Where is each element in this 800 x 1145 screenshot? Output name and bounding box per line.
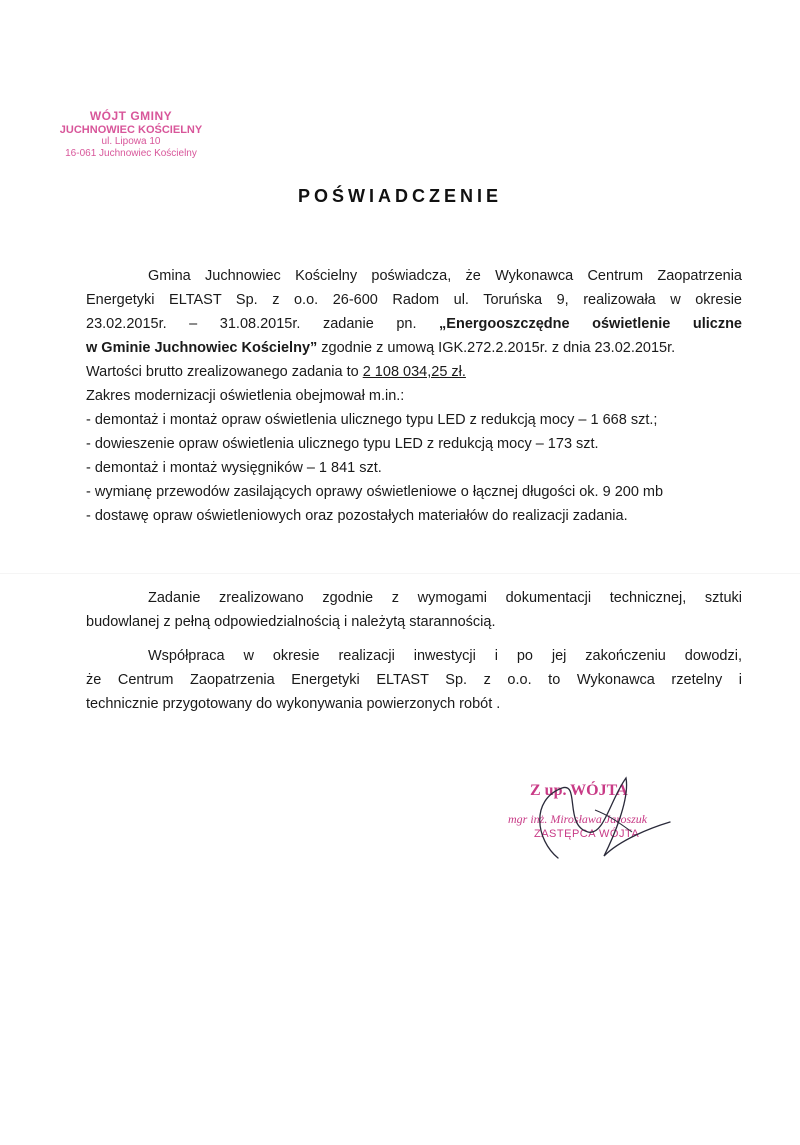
document-title: POŚWIADCZENIE <box>297 186 502 206</box>
signature-stamp-line-3: ZASTĘPCA WÓJTA <box>534 828 640 840</box>
certificate-body <box>86 264 742 528</box>
scan-fold-line <box>0 573 800 574</box>
intro-line-2: Energetyki ELTAST Sp. z o.o. 26-600 Radom ul. Toruńska 9, realizowała w okresie <box>86 292 742 308</box>
contract-reference: zgodnie z umową IGK.272.2.2015r. z dnia 23.02.2015r. <box>317 340 676 356</box>
scope-item: - demontaż i montaż wysięgników – 1 841 szt. <box>86 460 382 476</box>
scope-item: - demontaż i montaż opraw oświetlenia ulicznego typu LED z redukcją mocy – 1 668 szt.; <box>86 412 658 428</box>
signature-stamp-line-2: mgr inż. Mirosława Jaroszuk <box>508 812 648 826</box>
cooperation-line-2: że Centrum Zaopatrzenia Energetyki ELTAST Sp. z o.o. to Wykonawca rzetelny i <box>86 672 742 688</box>
cooperation-paragraph <box>86 644 742 716</box>
cooperation-line-3: technicznie przygotowany do wykonywania powierzonych robót . <box>86 696 501 712</box>
cooperation-line-1: Współpraca w okresie realizacji inwestycji i po jej zakończeniu dowodzi, <box>148 648 742 664</box>
stamp-line-1: WÓJT GMINY <box>89 109 173 123</box>
stamp-line-4: 16-061 Juchnowiec Kościelny <box>65 147 197 159</box>
gross-value-label: Wartości brutto zrealizowanego zadania to <box>86 364 363 380</box>
scope-item: - wymianę przewodów zasilających oprawy oświetleniowe o łącznej długości ok. 9 200 mb <box>86 484 664 500</box>
signature-stamp-line-1: Z up. WÓJTA <box>530 782 628 799</box>
intro-line-1: Gmina Juchnowiec Kościelny poświadcza, że Wykonawca Centrum Zaopatrzenia <box>148 268 742 284</box>
scope-item: - dowieszenie opraw oświetlenia ulicznego typu LED z redukcją mocy – 173 szt. <box>86 436 599 452</box>
stamp-line-3: ul. Lipowa 10 <box>101 136 161 148</box>
scope-item: - dostawę opraw oświetleniowych oraz pozostałych materiałów do realizacji zadania. <box>86 508 628 524</box>
gross-value-amount: 2 108 034,25 zł. <box>362 364 466 380</box>
closing-line-2: budowlanej z pełną odpowiedzialnością i należytą starannością. <box>86 614 496 630</box>
handwritten-signature <box>500 770 690 870</box>
intro-line-5 <box>86 360 742 384</box>
scope-heading: Zakres modernizacji oświetlenia obejmował m.in.: <box>86 388 405 404</box>
task-name-part-1: „Energooszczędne oświetlenie uliczne <box>439 316 742 332</box>
intro-period: 23.02.2015r. – 31.08.2015r. zadanie pn. <box>86 316 417 332</box>
closing-line-1: Zadanie zrealizowano zgodnie z wymogami dokumentacji technicznej, sztuki <box>148 590 742 606</box>
task-name-part-2: w Gminie Juchnowiec Kościelny” <box>86 340 318 356</box>
signature-block <box>500 770 690 870</box>
closing-paragraph <box>86 586 742 634</box>
office-stamp <box>46 110 216 159</box>
stamp-line-2: JUCHNOWIEC KOŚCIELNY <box>59 123 203 136</box>
intro-line-3 <box>86 312 742 336</box>
intro-line-4 <box>86 336 742 360</box>
